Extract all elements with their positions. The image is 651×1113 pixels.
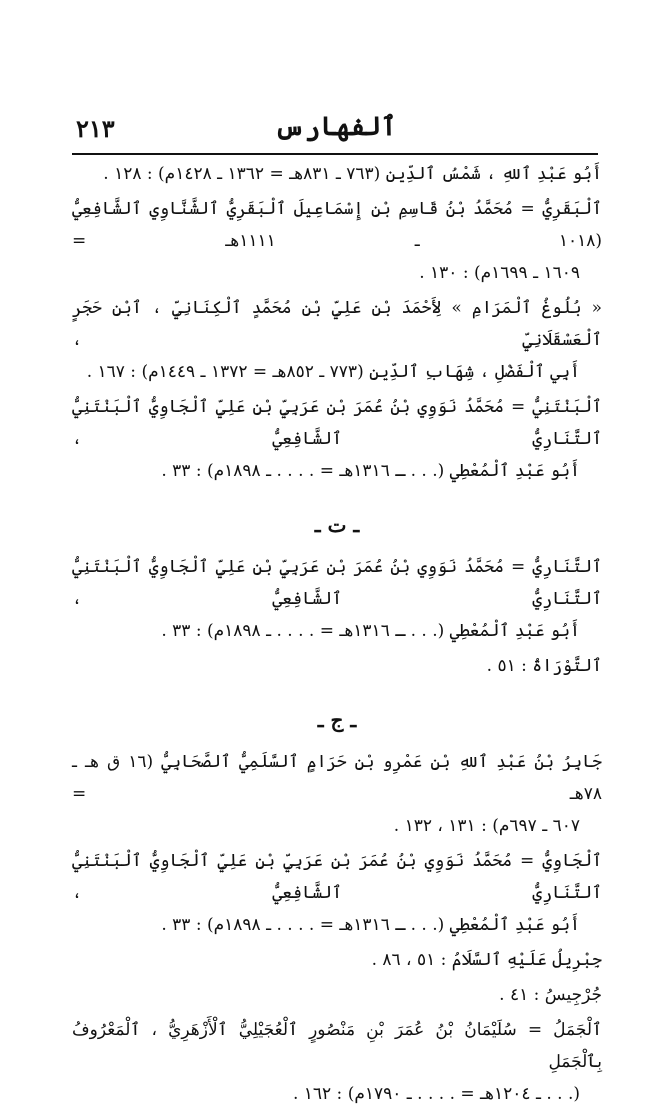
entry-line-continued: ٦٠٧ ـ ٦٩٧م) : ١٣١ ، ١٣٢ . bbox=[393, 816, 580, 836]
entry-line: « بُلُوغُ ٱلْمَرَامِ » لِأَحْمَدَ بْنِ عَلِيِّ بْنِ مُحَمَّدٍ ٱلْكِنَانِيِّ ، ٱبْنِ حَجَرٍ ٱلْعَسْقَلَانِيِّ ، bbox=[72, 298, 602, 350]
index-entry bbox=[72, 944, 602, 976]
entry-line: ٱلتَّوْرَاةُ : ٥١ . bbox=[486, 656, 602, 676]
entry-line: ٱلْجَاوِيُّ = مُحَمَّدُ نَوَوِي بْنُ عُمَرَ بْنِ عَرَبِيِّ بْنِ عَلِيِّ ٱلْجَاوِيُّ ٱلْبَنْتَنِيُّ ٱلتَّنَارِيُّ ٱلشَّافِعِيُّ ، bbox=[72, 851, 602, 903]
index-entry bbox=[72, 1014, 602, 1110]
page-header bbox=[70, 112, 601, 152]
entry-line-continued: ١٦٠٩ ـ ١٦٩٩م) : ١٣٠ . bbox=[419, 263, 580, 283]
entry-line: ٱلْبَنْتَنِيُّ = مُحَمَّدُ نَوَوِي بْنُ عُمَرَ بْنِ عَرَبِيِّ بْنِ عَلِيِّ ٱلْجَاوِيُّ ٱلْبَنْتَنِيُّ ٱلتَّنَارِيُّ ٱلشَّافِعِيُّ ، bbox=[72, 397, 602, 449]
page-number: ٢١٣ bbox=[76, 114, 115, 143]
entries-t-list bbox=[72, 551, 602, 682]
entry-line-continued: أَبُو عَبْدِ ٱلْمُعْطِي (. . . ـ ١٣١٦هـ = . . . . ـ ١٨٩٨م) : ٣٣ . bbox=[161, 621, 580, 641]
entry-line: ٱلْجَمَلُ = سُلَيْمَانُ بْنُ عُمَرَ بْنِ مَنْصُورٍ ٱلْعُجَيْلِيُّ ٱلْأَزْهَرِيُّ ، ٱلْمَعْرُوفُ بِٱلْجَمَلِ bbox=[72, 1020, 602, 1072]
index-entry bbox=[72, 746, 602, 842]
entry-line: ٱلتَّنَارِيُّ = مُحَمَّدُ نَوَوِي بْنُ عُمَرَ بْنِ عَرَبِيِّ بْنِ عَلِيِّ ٱلْجَاوِيُّ ٱلْبَنْتَنِيُّ ٱلتَّنَارِيُّ ٱلشَّافِعِيُّ ، bbox=[72, 557, 602, 609]
index-entry bbox=[72, 551, 602, 647]
entries-b-list bbox=[72, 158, 602, 487]
entry-line: ٱلْبَقَرِيُّ = مُحَمَّدُ بْنُ قَاسِمِ بْنِ إِسْمَاعِيلَ ٱلْبَقَرِيُّ ٱلشَّنَّاوِي ٱلشَّافِعِيُّ (١٠١٨ ـ ١١١١هـ = bbox=[72, 199, 602, 251]
index-entry bbox=[72, 158, 602, 190]
page-title: ٱلفهارس bbox=[274, 112, 397, 142]
entry-line-continued: أَبُو عَبْدِ ٱلْمُعْطِي (. . . ـ ١٣١٦هـ = . . . . ـ ١٨٩٨م) : ٣٣ . bbox=[161, 915, 580, 935]
entry-line: أَبُو عَبْدِ ٱللهِ ، شَمْسُ ٱلدِّين (٧٦٣ ـ ٨٣١هـ = ١٣٦٢ ـ ١٤٢٨م) : ١٢٨ . bbox=[103, 164, 602, 184]
section-heading-j: ـ ج ـ bbox=[317, 708, 357, 732]
index-content bbox=[72, 158, 602, 1113]
index-entry bbox=[72, 979, 602, 1011]
entry-line: جَابِرُ بْنُ عَبْدِ ٱللهِ بْنِ عَمْرِو بْنِ حَرَامٍ ٱلسَّلَمِيُّ ٱلصَّحَابِيُّ (١٦ ق هـ ـ ٧٨هـ = bbox=[72, 752, 602, 804]
entry-line: جِبْرِيلُ عَلَيْهِ ٱلسَّلَامُ : ٥١ ، ٨٦ . bbox=[371, 950, 602, 970]
entry-line-continued: (. . . ـ ١٢٠٤هـ = . . . . ـ ١٧٩٠م) : ١٦٢ . bbox=[292, 1084, 580, 1104]
entries-j-list bbox=[72, 746, 602, 1110]
entry-line-continued: أَبُو عَبْدِ ٱلْمُعْطِي (. . . ـ ١٣١٦هـ = . . . . ـ ١٨٩٨م) : ٣٣ . bbox=[161, 461, 580, 481]
entry-line-continued: أَبِي ٱلْفَضْلِ ، شِهَابِ ٱلدِّينِ (٧٧٣ ـ ٨٥٢هـ = ١٣٧٢ ـ ١٤٤٩م) : ١٦٧ . bbox=[86, 362, 580, 382]
index-entry bbox=[72, 845, 602, 941]
index-entry bbox=[72, 193, 602, 289]
index-entry bbox=[72, 650, 602, 682]
header-rule bbox=[72, 153, 598, 155]
index-entry bbox=[72, 391, 602, 487]
index-entry bbox=[72, 292, 602, 388]
section-heading-t: ـ ت ـ bbox=[314, 513, 360, 537]
entry-line: جُرْجِيسُ : ٤١ . bbox=[499, 985, 602, 1005]
